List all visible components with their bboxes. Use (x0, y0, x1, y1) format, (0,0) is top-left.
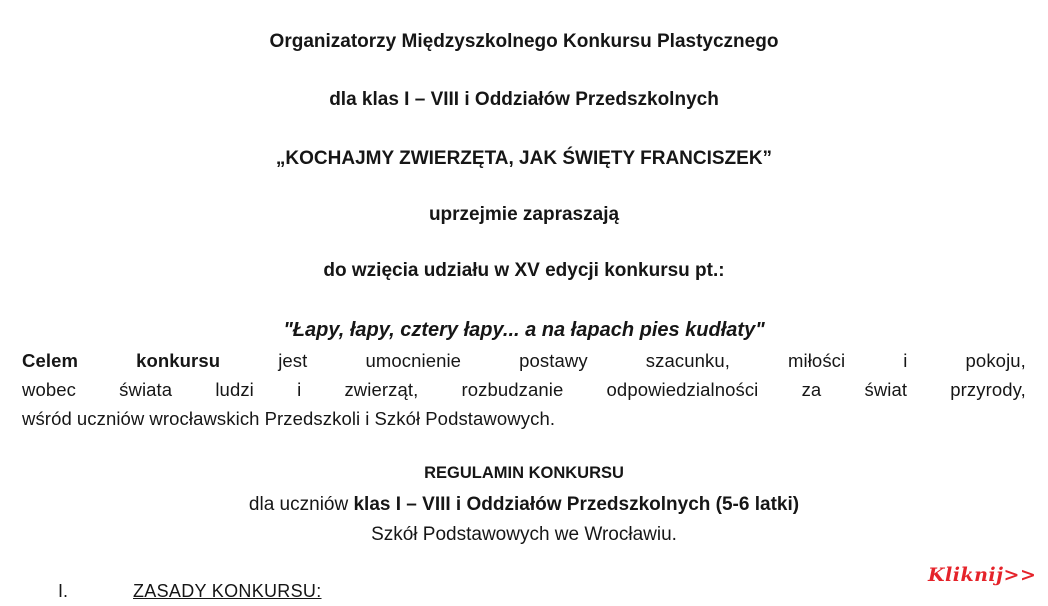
goal-line-1 (22, 346, 1026, 375)
goal-word: wśród (22, 408, 72, 429)
section-title: ZASADY KONKURSU: (133, 581, 322, 601)
goal-word: Szkół (374, 408, 421, 429)
goal-word: umocnienie (365, 350, 462, 371)
edition-heading: do wzięcia udziału w XV edycji konkursu pt.: (323, 260, 725, 281)
goal-word: ludzi (215, 379, 254, 400)
goal-word: świat (864, 379, 908, 400)
goal-word: przyrody, (950, 379, 1026, 400)
goal-word: szacunku, (645, 350, 730, 371)
goal-line-3 (22, 404, 1026, 433)
goal-word: i (903, 350, 908, 371)
regulations-title: REGULAMIN KONKURSU (424, 464, 624, 482)
goal-word: uczniów (76, 408, 145, 429)
goal-word: wobec (22, 379, 76, 400)
goal-word: jest (278, 350, 308, 371)
goal-word: i (297, 379, 302, 400)
goal-line-2 (22, 375, 1026, 404)
contest-name-heading: „KOCHAJMY ZWIERZĘTA, JAK ŚWIĘTY FRANCISZEK” (275, 148, 773, 169)
goal-word: miłości (788, 350, 846, 371)
regulations-audience-prefix: dla uczniów (248, 494, 354, 515)
kliknij-link[interactable]: Kliknij>> (928, 564, 1037, 586)
goal-word: konkursu (136, 350, 221, 371)
section-heading (58, 578, 322, 604)
goal-word: zwierząt, (344, 379, 419, 400)
regulations-audience (0, 492, 1048, 518)
goal-paragraph (22, 346, 1026, 433)
classes-heading: dla klas I – VIII i Oddziałów Przedszkolnych (329, 89, 719, 110)
goal-word: świata (119, 379, 173, 400)
regulations-audience-classes: klas I – VIII i Oddziałów Przedszkolnych (5-6 latki) (353, 494, 800, 515)
goal-word: i (365, 408, 370, 429)
goal-word: Przedszkoli (264, 408, 361, 429)
goal-word: Celem (22, 350, 79, 371)
invite-heading: uprzejmie zapraszają (428, 204, 620, 225)
organizers-heading: Organizatorzy Międzyszkolnego Konkursu Plastycznego (269, 31, 779, 52)
goal-word: Podstawowych. (425, 408, 556, 429)
goal-word: postawy (519, 350, 588, 371)
motto-heading: "Łapy, łapy, cztery łapy... a na łapach pies kudłaty" (283, 319, 765, 341)
section-number: I. (58, 581, 69, 601)
goal-word: pokoju, (965, 350, 1026, 371)
goal-word: za (801, 379, 822, 400)
goal-word: rozbudzanie (461, 379, 564, 400)
goal-word: wrocławskich (149, 408, 260, 429)
goal-word: odpowiedzialności (606, 379, 759, 400)
regulations-schools: Szkół Podstawowych we Wrocławiu. (371, 524, 677, 545)
